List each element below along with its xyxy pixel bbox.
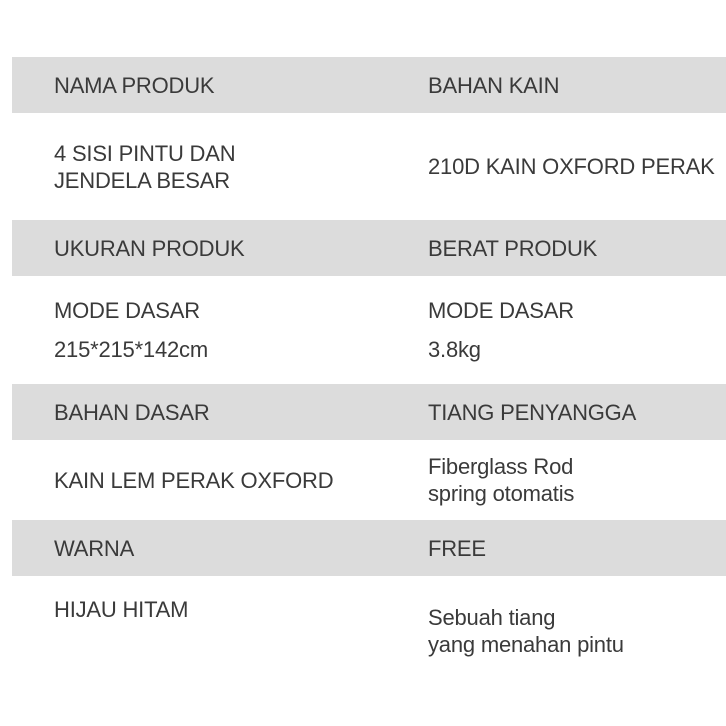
cell-text: BERAT PRODUK	[428, 235, 598, 261]
cell-text: Fiberglass Rod	[428, 454, 574, 479]
cell-text: BAHAN KAIN	[428, 72, 560, 98]
cell-text: KAIN LEM PERAK OXFORD	[54, 467, 334, 493]
cell-text: MODE DASAR	[428, 298, 574, 323]
spec-value-left	[12, 440, 386, 520]
cell-text: FREE	[428, 535, 486, 561]
cell-text: TIANG PENYANGGA	[428, 399, 637, 425]
spec-header-row	[12, 220, 726, 276]
cell-text: NAMA PRODUK	[54, 72, 215, 98]
spec-value-right	[386, 576, 726, 686]
spec-label-left	[12, 220, 386, 276]
spec-header-row	[12, 57, 726, 113]
spec-value-right	[386, 113, 726, 220]
spec-value-right	[386, 276, 726, 384]
cell-text: yang menahan pintu	[428, 632, 624, 657]
spec-header-row	[12, 384, 726, 440]
cell-text: JENDELA BESAR	[54, 167, 230, 193]
cell-text: UKURAN PRODUK	[54, 235, 245, 261]
spec-header-row	[12, 520, 726, 576]
cell-text: WARNA	[54, 535, 135, 561]
spec-value-row	[12, 276, 726, 384]
spec-label-right	[386, 57, 726, 113]
cell-text: Sebuah tiang	[428, 605, 556, 630]
spec-value-left	[12, 276, 386, 384]
cell-text: 3.8kg	[428, 337, 481, 362]
cell-text: 210D KAIN OXFORD PERAK	[428, 154, 715, 179]
cell-text: spring otomatis	[428, 481, 575, 506]
cell-text: 215*215*142cm	[54, 337, 208, 362]
spec-label-left	[12, 520, 386, 576]
spec-value-row	[12, 576, 726, 686]
spec-label-left	[12, 384, 386, 440]
spec-label-right	[386, 220, 726, 276]
spec-label-right	[386, 384, 726, 440]
cell-text: BAHAN DASAR	[54, 399, 210, 425]
spec-label-right	[386, 520, 726, 576]
spec-value-left	[12, 576, 386, 686]
cell-text: HIJAU HITAM	[54, 597, 189, 622]
spec-value-row	[12, 113, 726, 220]
spec-value-right	[386, 440, 726, 520]
cell-text: MODE DASAR	[54, 298, 200, 323]
spec-label-left	[12, 57, 386, 113]
cell-text: 4 SISI PINTU DAN	[54, 140, 236, 166]
spec-value-row	[12, 440, 726, 520]
spec-value-left	[12, 113, 386, 220]
